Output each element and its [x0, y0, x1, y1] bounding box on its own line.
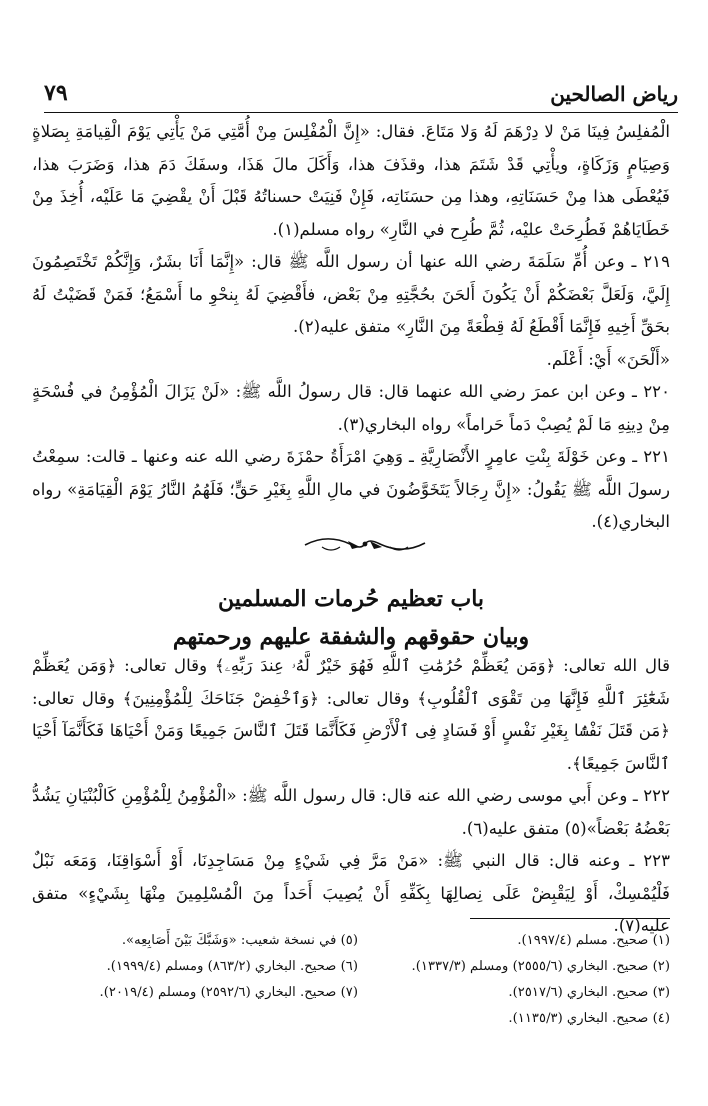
footnotes-column-right	[352, 928, 670, 1032]
hadith-222: ٢٢٢ ـ وعن أَبي موسى رضي الله عنه قال: قال رسول اللَّه ﷺ: «الْمُؤْمِنُ لِلْمُؤْمِنِ كَالْبُنْيَانِ يَشُدُّ بَعْضُهُ بَعْضاً»(٥) متفق عليه(٦).	[32, 786, 670, 838]
word-gloss: «أَلْحَنَ» أَيْ: أَعْلَم.	[546, 349, 670, 369]
chapter-body	[32, 650, 670, 943]
page-number: ٧٩	[44, 80, 68, 106]
footnote: (٤) صحيح. البخاري (١١٣٥/٣).	[508, 1011, 670, 1026]
running-header	[44, 82, 678, 113]
footnote-rule	[470, 918, 670, 919]
footnote: (٣) صحيح. البخاري (٢٥١٧/٦).	[508, 985, 670, 1000]
footnote: (٧) صحيح. البخاري (٢٥٩٢/٦) ومسلم (٢٠١٩/٤).	[99, 985, 358, 1000]
book-title: رياض الصالحين	[550, 82, 678, 106]
footnote: (١) صحيح. مسلم (١٩٩٧/٤).	[517, 933, 670, 948]
quran-verses: قال الله تعالى: ﴿وَمَن يُعَظِّمْ حُرُمَٰتِ ٱللَّهِ فَهُوَ خَيْرٌ لَّهُۥ عِندَ رَبِّهِۦ﴾ وقال تعالى: ﴿وَمَن يُعَظِّمْ شَعَٰٓئِرَ ٱللَّهِ فَإِنَّهَا مِن تَقْوَى ٱلْقُلُوبِ﴾ وقال تعالى: ﴿وَٱخْفِضْ جَنَاحَكَ لِلْمُؤْمِنِينَ﴾ وقال تعالى: ﴿مَن قَتَلَ نَفْسًۢا بِغَيْرِ نَفْسٍ أَوْ فَسَادٍ فِى ٱلْأَرْضِ فَكَأَنَّمَا قَتَلَ ٱلنَّاسَ جَمِيعًا وَمَنْ أَحْيَاهَا فَكَأَنَّمَآ أَحْيَا ٱلنَّاسَ جَمِيعًا﴾.	[32, 656, 670, 773]
hadith-223: ٢٢٣ ـ وعنه قال: قال النبي ﷺ: «مَنْ مَرَّ فِي شَيْءٍ مِنْ مَسَاجِدِنَا، أَوْ أَسْوَاقِنَا، وَمَعَه نَبْلٌ فَلْيُمْسِكْ، أَوْ لِيَقْبِضْ عَلَى نِصالِهَا بِكَفِّهِ أَنْ يُصِيبَ أَحَداً مِنَ الْمُسْلِمِينَ مِنْهَا بِشَيْءٍ» متفق عليه(٧).	[32, 851, 670, 935]
section-divider-ornament	[300, 533, 430, 555]
chapter-title-line-2: وبيان حقوقهم والشفقة عليهم ورحمتهم	[172, 624, 530, 650]
footnotes-column-left	[40, 928, 358, 1006]
hadith-220: ٢٢٠ ـ وعن ابن عمرَ رضي الله عنهما قال: قال رسولُ اللَّه ﷺ: «لَنْ يَزَالَ الْمُؤْمِنُ في فُسْحَةٍ مِنْ دِينِهِ مَا لَمْ يُصِبْ دَماً حَراماً» رواه البخاري(٣).	[32, 382, 670, 434]
hadith-continuation: الْمُفلِسُ فِينَا مَنْ لا دِرْهَمَ لَهُ وَلا مَتَاعَ. فقال: «إِنَّ الْمُفْلِسَ مِنْ أُمَّتِي مَنْ يَأْتِي يَوْمَ الْقِيامَةِ بِصَلاةٍ وَصِيَامٍ وَزَكَاةٍ، ويأْتِي قَدْ شَتَمَ هذا، وقذَفَ هذا، وَأَكَلَ مالَ هَذَا، وسفَكَ دَمَ هذا، وَضَرَبَ هذا، فَيُعْطَى هذا مِنْ حَسَنَاتِهِ، وهذا مِن حسَنَاتِه، فَإِنْ فَنِيَتْ حسناتُهُ قَبْلَ أَنْ يقْضِيَ مَا عَلَيْه، أُخِذَ مِنْ خَطَايَاهُمْ فَطُرِحَتْ عليْه، ثُمَّ طُرِح في النَّارِ» رواه مسلم(١).	[32, 122, 670, 239]
hadith-219: ٢١٩ ـ وعن أُمِّ سَلَمَةَ رضي الله عنها أن رسول اللَّه ﷺ قال: «إِنَّمَا أَنَا بشَرٌ، وَإِنَّكُمْ تَخْتَصِمُونَ إِلَيَّ، وَلَعَلَّ بَعْضَكُمْ أَنْ يَكُونَ أَلحَنَ بحُجَّتِهِ مِنْ بَعْض، فأَقْضِيَ لَهُ بِنحْوِ ما أَسْمَعُ؛ فَمَنْ قَضَيْتُ لَهُ بحَقِّ أَخِيهِ فَإِنَّمَا أَقْطَعُ لَهُ قِطْعَةً مِنَ النَّارِ» متفق عليه(٢).	[32, 252, 670, 336]
footnote: (٢) صحيح. البخاري (٢٥٥٥/٦) ومسلم (١٣٣٧/٣).	[411, 959, 670, 974]
chapter-title-line-1: باب تعظيم حُرمات المسلمين	[217, 586, 485, 612]
hadith-section	[32, 116, 670, 539]
footnote: (٥) في نسخة شعيب: «وَشَبَّكَ بَيْنَ أَصَابِعِه».	[121, 933, 358, 948]
hadith-221: ٢٢١ ـ وعن خَوْلَةَ بِنْتِ عامِرٍ الأَنْصَارِيَّةِ ـ وَهِيَ امْرَأَةُ حمْزَةَ رضي الله عنه وعنها ـ قالت: سمِعْتُ رسولَ اللَّه ﷺ يَقُولُ: «إِنَّ رِجَالاً يَتَخَوَّضُونَ في مالِ اللَّهِ بِغَيْرِ حَقٍّ؛ فَلَهُمُ النَّارُ يَوْمَ الْقِيَامَةِ» رواه البخاري(٤).	[32, 447, 670, 531]
footnote: (٦) صحيح. البخاري (٨٦٣/٢) ومسلم (١٩٩٩/٤).	[106, 959, 358, 974]
chapter-heading	[32, 580, 670, 656]
